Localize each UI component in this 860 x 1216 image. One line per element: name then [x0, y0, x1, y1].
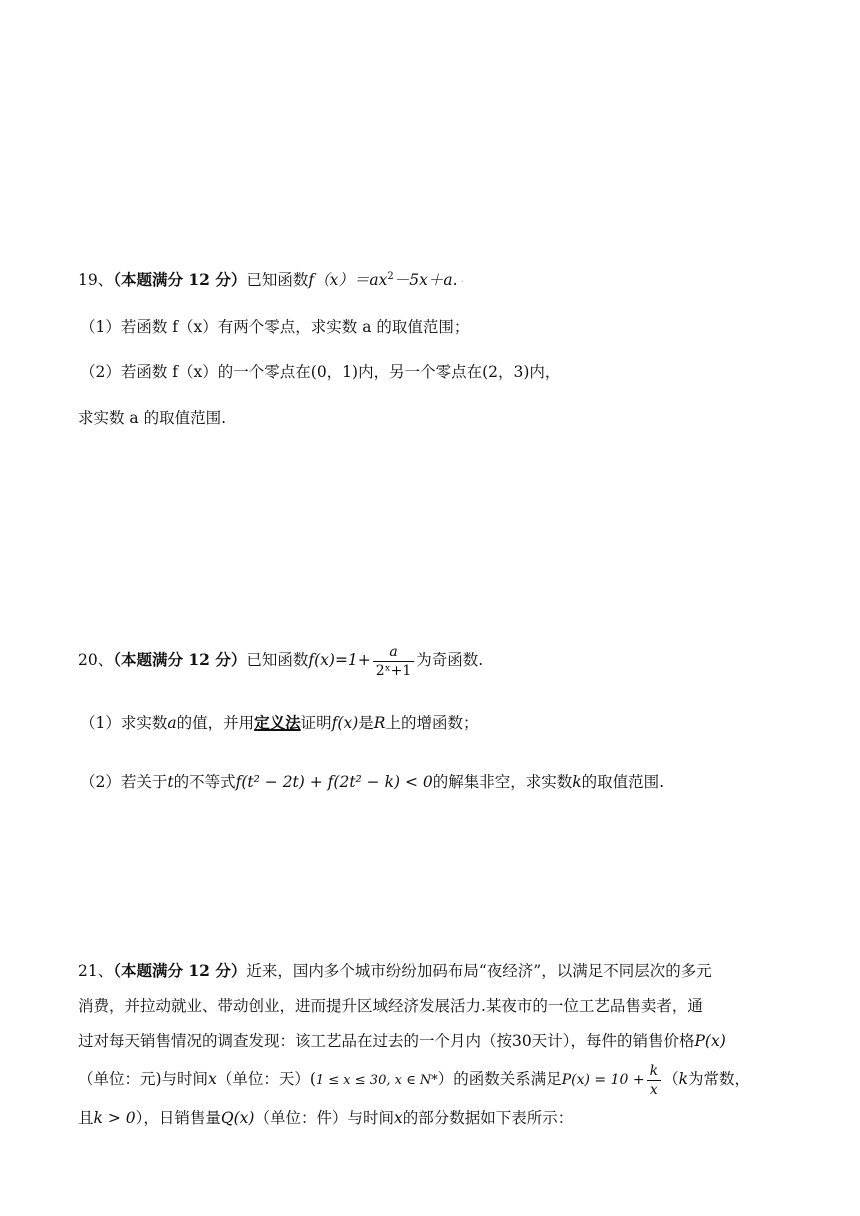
- q21-sales-function: Q(x): [220, 1109, 255, 1127]
- q20-p2-k: k: [572, 773, 582, 791]
- q19-period: .: [452, 271, 458, 289]
- q20-p1-c: 证明: [300, 714, 332, 732]
- q21-price-function: P(x): [694, 1032, 726, 1050]
- q20-p1-fx: f(x): [331, 714, 359, 732]
- q20-p2-b: 的不等式: [173, 773, 236, 791]
- q20-p1-a: （1）求实数: [80, 714, 168, 732]
- q21-score: （本题满分 12 分）: [113, 961, 247, 980]
- q20-fraction-numerator: a: [373, 643, 414, 662]
- q21-line5: [78, 1101, 784, 1136]
- q21-line5-k: k > 0: [93, 1109, 136, 1127]
- q21-body: [78, 953, 784, 1136]
- q20-p1-R: R: [373, 714, 386, 732]
- q19-equation: ＝ax: [353, 271, 388, 289]
- q21-price-formula: P(x) = 10 +: [561, 1072, 645, 1088]
- q19-part2-cont: 求实数 a 的取值范围.: [78, 409, 227, 427]
- q21-fraction-denominator: x: [649, 1081, 658, 1098]
- q21-line4-x: x: [208, 1070, 217, 1088]
- q20-p1-b: 的值，并用: [176, 714, 255, 732]
- q19-equation-rest: －5x＋a: [393, 271, 453, 289]
- q19-part2: （2）若函数 f（x）的一个零点在(0，1)内，另一个零点在(2，3)内，: [80, 363, 561, 381]
- q19-number: 19、: [78, 271, 114, 289]
- q20-stem-end: 为奇函数.: [416, 651, 484, 669]
- q20-fraction: [373, 643, 414, 680]
- q20-inequality: f(t² − 2t) + f(2t² − k) < 0: [235, 773, 433, 791]
- q20-method-emphasis: 定义法: [254, 713, 301, 732]
- q20-p1-e: 上的增函数；: [385, 714, 479, 732]
- q21-line1-text: 近来，国内多个城市纷纷加码布局“夜经济”，以满足不同层次的多元: [246, 962, 712, 980]
- q20-number: 20、: [78, 651, 114, 669]
- q19-function: f（x）: [308, 271, 354, 289]
- q20-p2-c: 的解集非空，求实数: [432, 773, 573, 791]
- q21-line4-c: ）的函数关系满足: [437, 1070, 562, 1088]
- q21-line4-a: （单位：元)与时间: [78, 1070, 209, 1088]
- q21-number: 21、: [78, 962, 114, 980]
- q21-line3-text: 过对每天销售情况的调查发现：该工艺品在过去的一个月内（按30天计），每件的销售价格: [78, 1032, 695, 1050]
- q21-line4: [78, 1059, 784, 1101]
- q20-p1-d: 是: [358, 714, 374, 732]
- q21-domain: 1 ≤ x ≤ 30, x ∈ N*: [315, 1073, 438, 1088]
- q20-score: （本题满分 12 分）: [113, 650, 247, 669]
- q20-fraction-denominator: 2ˣ+1: [375, 662, 412, 679]
- q21-line5-c: （单位：件）与时间: [254, 1109, 394, 1127]
- q20-p2-d: 的取值范围.: [581, 773, 665, 791]
- q20-stem: [78, 640, 483, 680]
- q20-stem-text: 已知函数: [246, 651, 309, 669]
- q20-part2: [80, 771, 664, 793]
- q20-p1-var: a: [167, 714, 177, 732]
- q21-line1: [78, 953, 784, 989]
- q20-p2-t: t: [167, 773, 174, 791]
- q19-score: （本题满分 12 分）: [113, 270, 247, 289]
- q21-line4-b: （单位：天）(: [216, 1070, 316, 1088]
- q21-line2: 消费，并拉动就业、带动创业，进而提升区域经济发展活力.某夜市的一位工艺品售卖者，通: [78, 997, 703, 1015]
- q20-function-lhs: f(x)=1+: [308, 651, 371, 669]
- q19-part1: （1）若函数 f（x）有两个零点，求实数 a 的取值范围；: [80, 318, 470, 336]
- q21-line4-d: （: [663, 1070, 679, 1088]
- q20-p2-a: （2）若关于: [80, 773, 168, 791]
- q19-stem-text: 已知函数: [246, 271, 309, 289]
- q21-line5-d: 的部分数据如下表所示：: [402, 1109, 574, 1127]
- q21-line3: [78, 1024, 784, 1059]
- q21-line5-b: ），日销售量: [135, 1109, 221, 1127]
- q20-part1: [80, 712, 478, 734]
- q21-line4-k: k: [678, 1070, 688, 1088]
- q21-fraction: [647, 1062, 661, 1099]
- q21-line5-x: x: [393, 1109, 403, 1127]
- q19-stem: 19、（本题满分 12 分）已知函数$f(x)=ax^2-5x+a$. ·: [78, 270, 464, 289]
- q21-line5-a: 且: [78, 1109, 94, 1127]
- q21-fraction-numerator: k: [647, 1062, 661, 1081]
- q21-line4-e: 为常数，: [688, 1070, 751, 1088]
